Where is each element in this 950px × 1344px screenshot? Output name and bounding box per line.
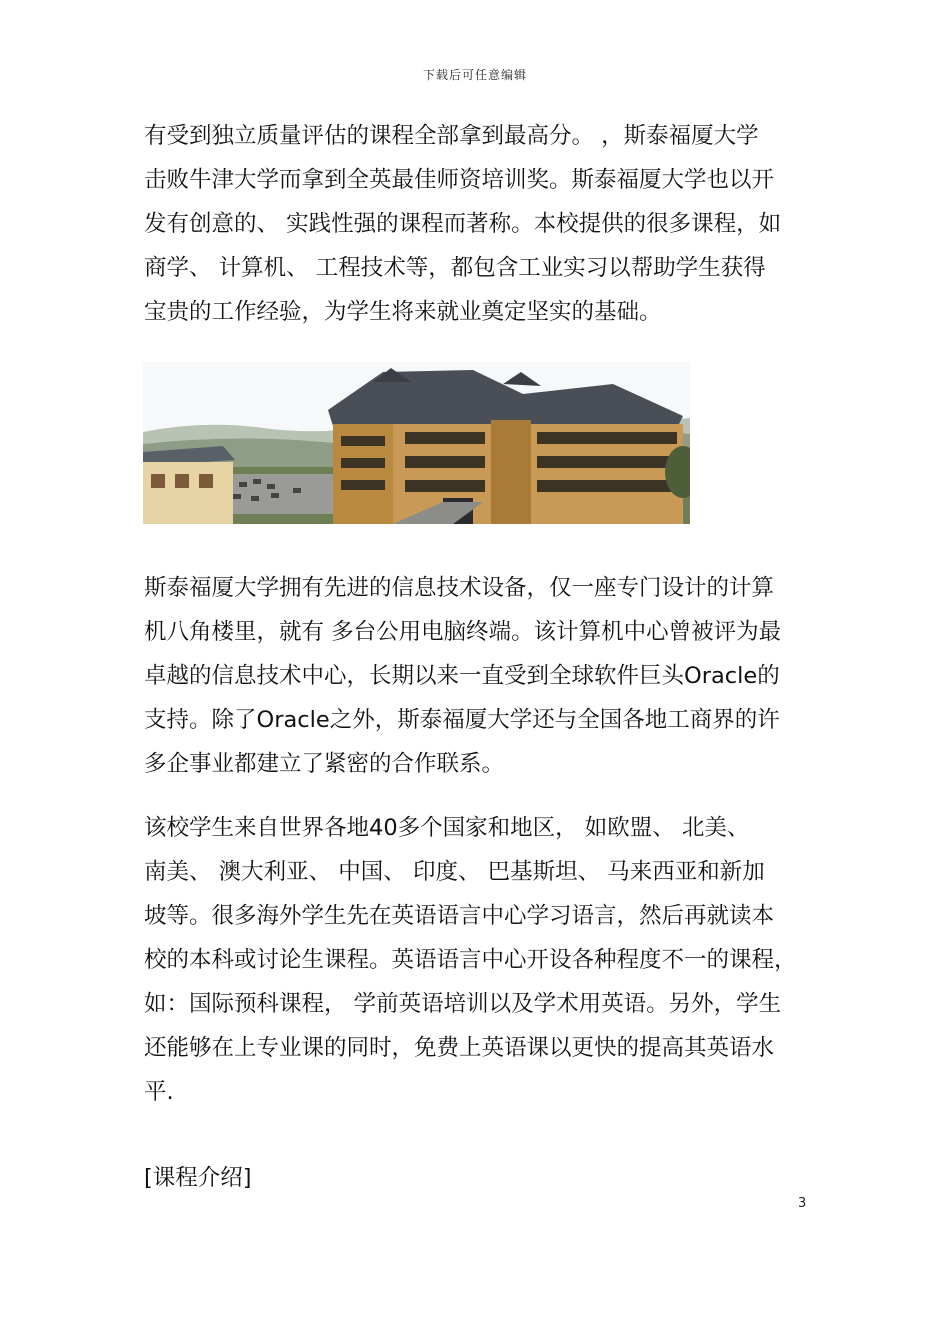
paragraph-line: 南美、 澳大利亚、 中国、 印度、 巴基斯坦、 马来西亚和新加 — [144, 859, 765, 885]
header-note: 下载后可任意编辑 — [422, 68, 527, 82]
paragraph-line: 还能够在上专业课的同时，免费上英语课以更快的提高其英语水 — [144, 1035, 775, 1061]
paragraph-2 — [144, 566, 806, 786]
paragraph-line: 校的本科或讨论生课程。英语语言中心开设各种程度不一的课程， — [144, 947, 797, 973]
page-number: 3 — [798, 1196, 807, 1211]
paragraph-line: 斯泰福厦大学拥有先进的信息技术设备，仅一座专门设计的计算 — [144, 575, 775, 601]
paragraph-line: 坡等。很多海外学生先在英语语言中心学习语言，然后再就读本 — [144, 903, 775, 929]
paragraph-line: 宝贵的工作经验，为学生将来就业奠定坚实的基础。 — [144, 299, 662, 325]
paragraph-3 — [144, 806, 806, 1114]
paragraph-line: 如：国际预科课程， 学前英语培训以及学术用英语。另外，学生 — [144, 991, 782, 1017]
paragraph-line: 发有创意的、 实践性强的课程而著称。本校提供的很多课程，如 — [144, 211, 782, 237]
paragraph-line: 击败牛津大学而拿到全英最佳师资培训奖。斯泰福厦大学也以开 — [144, 167, 775, 193]
paragraph-line: 该校学生来自世界各地40多个国家和地区， 如欧盟、 北美、 — [144, 815, 750, 841]
section-title: [课程介绍] — [144, 1165, 252, 1191]
paragraph-line: 有受到独立质量评估的课程全部拿到最高分。 ，斯泰福厦大学 — [144, 123, 759, 149]
campus-building-photo — [143, 362, 690, 524]
paragraph-line: 多企事业都建立了紧密的合作联系。 — [144, 751, 505, 777]
paragraph-line: 商学、 计算机、 工程技术等，都包含工业实习以帮助学生获得 — [144, 255, 766, 281]
paragraph-line: 支持。除了Oracle之外，斯泰福厦大学还与全国各地工商界的许 — [144, 707, 780, 733]
paragraph-line: 卓越的信息技术中心，长期以来一直受到全球软件巨头Oracle的 — [144, 663, 780, 689]
paragraph-1 — [144, 114, 806, 334]
paragraph-line: 机八角楼里，就有 多台公用电脑终端。该计算机中心曾被评为最 — [144, 619, 782, 645]
paragraph-line: 平. — [144, 1079, 174, 1105]
